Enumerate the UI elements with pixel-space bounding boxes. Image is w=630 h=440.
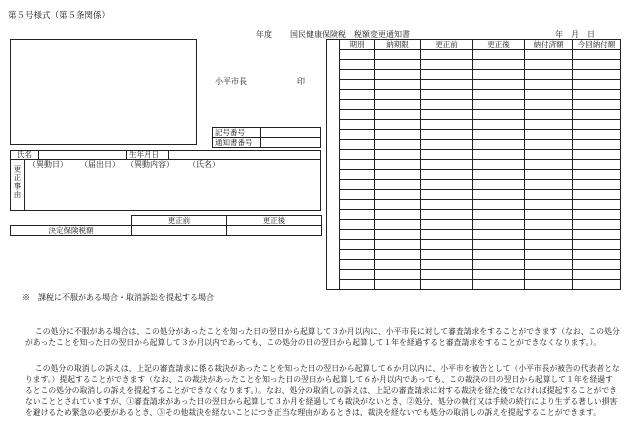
installments-cell bbox=[473, 160, 525, 170]
installments-cell bbox=[473, 140, 525, 150]
installments-cell bbox=[473, 60, 525, 70]
table-row bbox=[327, 50, 621, 60]
notice-heading: ※ 課税に不服がある場合・取消訴訟を提起する場合 bbox=[22, 293, 214, 302]
installments-cell bbox=[473, 110, 525, 120]
installments-cell bbox=[421, 190, 473, 200]
installments-cell bbox=[525, 170, 573, 180]
installments-cell bbox=[375, 110, 421, 120]
installments-cell bbox=[573, 150, 621, 160]
installments-cell bbox=[421, 80, 473, 90]
installments-cell bbox=[375, 60, 421, 70]
installments-cell bbox=[375, 50, 421, 60]
table-row bbox=[327, 200, 621, 210]
notice-paragraph-1: この処分に不服がある場合は、この処分があったことを知った日の翌日から起算して３か月以内に、小平市長に対して審査請求をすることができます（なお、この処分があったことを知った日の翌日から起算して３か月以内であっても、この処分の日の翌日から起算して１年を経過すると審査請求をすることができなくなります。）。 bbox=[25, 327, 620, 347]
installments-cell bbox=[473, 90, 525, 100]
installments-cell bbox=[573, 80, 621, 90]
mayor-label: 小平市長 bbox=[215, 77, 247, 86]
installments-cell bbox=[573, 230, 621, 240]
notice-paragraph-2: この処分の取消しの訴えは、上記の審査請求に係る裁決があったことを知った日の翌日から起算して６か月以内に、小平市を被告として（小平市長が被告の代表者となります。）提起することができます（なお、この裁決があったことを知った日の翌日から起算して６か月以内であっても、この裁決の日の翌日から起算して１年を経過するとこの処分の取消しの訴えを提起することができなくなります。）。なお、処分の取消しの訴えは、上記の審査請求に対する裁決を経た後でなければ提起することができないこととされていますが、①審査請求があった日の翌日から起算して３か月を経過しても裁決がないとき、②処分、処分の執行又は手続の続行により生ずる著しい損害を避けるため緊急の必要があるとき、③その他裁決を経ないことにつき正当な理由があるときは、裁決を経ないでも処分の取消しの訴えを提起することができます。 bbox=[25, 364, 620, 417]
installments-cell bbox=[421, 50, 473, 60]
field-report-date: （届出日） bbox=[80, 160, 120, 169]
notice-number-value bbox=[261, 138, 321, 148]
installments-cell bbox=[421, 210, 473, 220]
installments-cell bbox=[340, 220, 375, 230]
issue-date-label: 年 月 日 bbox=[555, 30, 595, 39]
installments-cell bbox=[525, 230, 573, 240]
installments-cell bbox=[525, 160, 573, 170]
installments-cell bbox=[421, 240, 473, 250]
installments-cell bbox=[340, 260, 375, 270]
symbol-number-value bbox=[261, 128, 321, 138]
installments-cell bbox=[421, 260, 473, 270]
installments-cell bbox=[525, 60, 573, 70]
installments-cell bbox=[573, 140, 621, 150]
installments-cell bbox=[473, 260, 525, 270]
installments-cell bbox=[573, 130, 621, 140]
installments-cell bbox=[573, 120, 621, 130]
installments-cell bbox=[375, 170, 421, 180]
installments-table bbox=[326, 39, 621, 290]
notice-number-label: 通知書番号 bbox=[213, 138, 261, 148]
installments-cell bbox=[473, 50, 525, 60]
summary-row-label: 決定保険税額 bbox=[11, 226, 132, 236]
installments-cell bbox=[525, 110, 573, 120]
installments-cell bbox=[421, 230, 473, 240]
installments-cell bbox=[573, 170, 621, 180]
table-row bbox=[327, 130, 621, 140]
installments-cell bbox=[375, 100, 421, 110]
installments-cell bbox=[573, 190, 621, 200]
summary-before-value bbox=[132, 226, 227, 236]
installments-cell bbox=[421, 160, 473, 170]
installments-cell bbox=[375, 180, 421, 190]
installments-cell bbox=[340, 60, 375, 70]
installments-cell bbox=[473, 200, 525, 210]
installments-cell bbox=[421, 270, 473, 280]
installments-cell bbox=[525, 80, 573, 90]
table-row bbox=[327, 160, 621, 170]
installments-header-0: 期別 bbox=[340, 40, 375, 50]
installments-cell bbox=[573, 50, 621, 60]
installments-cell bbox=[421, 120, 473, 130]
installments-cell bbox=[340, 230, 375, 240]
birth-label: 生年月日 bbox=[129, 150, 159, 159]
summary-table bbox=[10, 215, 322, 236]
installments-cell bbox=[340, 90, 375, 100]
installments-cell bbox=[421, 140, 473, 150]
installments-cell bbox=[375, 70, 421, 80]
table-row bbox=[327, 150, 621, 160]
seal-label: 印 bbox=[297, 77, 305, 86]
installments-cell bbox=[375, 190, 421, 200]
summary-before-header: 更正前 bbox=[132, 216, 227, 226]
installments-cell bbox=[375, 200, 421, 210]
installments-cell bbox=[525, 50, 573, 60]
symbol-number-label: 記号番号 bbox=[213, 128, 261, 138]
installments-cell bbox=[375, 210, 421, 220]
installments-header-3: 更正後 bbox=[473, 40, 525, 50]
installments-cell bbox=[421, 110, 473, 120]
table-row bbox=[327, 220, 621, 230]
installments-cell bbox=[340, 180, 375, 190]
installments-cell bbox=[473, 190, 525, 200]
installments-cell bbox=[473, 130, 525, 140]
installments-cell bbox=[573, 250, 621, 260]
installments-cell bbox=[421, 250, 473, 260]
field-move-content: （異動内容） bbox=[126, 160, 174, 169]
installments-cell bbox=[340, 200, 375, 210]
installments-cell bbox=[473, 240, 525, 250]
installments-cell bbox=[340, 160, 375, 170]
table-row bbox=[327, 170, 621, 180]
installments-cell bbox=[421, 220, 473, 230]
installments-cell bbox=[375, 280, 421, 290]
installments-cell bbox=[525, 130, 573, 140]
installments-header-4: 納付済額 bbox=[525, 40, 573, 50]
installments-cell bbox=[421, 200, 473, 210]
installments-cell bbox=[573, 270, 621, 280]
installments-cell bbox=[340, 270, 375, 280]
installments-cell bbox=[473, 70, 525, 80]
installments-cell bbox=[375, 270, 421, 280]
installments-cell bbox=[340, 170, 375, 180]
installments-cell bbox=[525, 250, 573, 260]
installments-cell bbox=[525, 180, 573, 190]
installments-cell bbox=[473, 100, 525, 110]
table-row bbox=[327, 120, 621, 130]
table-row bbox=[327, 230, 621, 240]
installments-header-5: 今回納付額 bbox=[573, 40, 621, 50]
table-row bbox=[327, 140, 621, 150]
form-number: 第５号様式（第５条関係） bbox=[8, 11, 111, 21]
installments-cell bbox=[573, 100, 621, 110]
installments-cell bbox=[525, 90, 573, 100]
table-row bbox=[327, 240, 621, 250]
installments-cell bbox=[340, 50, 375, 60]
installments-cell bbox=[573, 280, 621, 290]
table-row bbox=[327, 110, 621, 120]
installments-cell bbox=[525, 200, 573, 210]
installments-cell bbox=[340, 240, 375, 250]
installments-header-2: 更正前 bbox=[421, 40, 473, 50]
installments-cell bbox=[573, 180, 621, 190]
installments-cell bbox=[573, 70, 621, 80]
installments-cell bbox=[525, 240, 573, 250]
installments-cell bbox=[340, 130, 375, 140]
change-reason-divider bbox=[24, 159, 25, 211]
codes-table bbox=[212, 127, 321, 148]
installments-cell bbox=[473, 230, 525, 240]
installments-cell bbox=[473, 120, 525, 130]
installments-cell bbox=[473, 210, 525, 220]
installments-cell bbox=[573, 60, 621, 70]
installments-cell bbox=[375, 160, 421, 170]
installments-cell bbox=[375, 120, 421, 130]
summary-after-value bbox=[227, 226, 322, 236]
installments-cell bbox=[340, 250, 375, 260]
table-row bbox=[327, 260, 621, 270]
installments-cell bbox=[573, 220, 621, 230]
installments-header-row bbox=[327, 40, 621, 50]
installments-cell bbox=[525, 120, 573, 130]
installments-cell bbox=[573, 240, 621, 250]
installments-cell bbox=[525, 270, 573, 280]
table-row bbox=[327, 60, 621, 70]
installments-cell bbox=[375, 240, 421, 250]
installments-header-1: 納期限 bbox=[375, 40, 421, 50]
notice-title: 国民健康保険税 税額変更通知書 bbox=[290, 30, 410, 39]
installments-cell bbox=[473, 220, 525, 230]
installments-cell bbox=[340, 150, 375, 160]
installments-cell bbox=[421, 280, 473, 290]
installments-cell bbox=[375, 140, 421, 150]
installments-cell bbox=[473, 280, 525, 290]
installments-cell bbox=[573, 90, 621, 100]
table-row bbox=[327, 190, 621, 200]
installments-cell bbox=[340, 110, 375, 120]
installments-cell bbox=[375, 220, 421, 230]
installments-cell bbox=[340, 280, 375, 290]
field-move-date: （異動日） bbox=[28, 160, 68, 169]
installments-cell bbox=[473, 170, 525, 180]
year-label: 年度 bbox=[256, 30, 272, 39]
table-row bbox=[327, 280, 621, 290]
installments-cell bbox=[473, 180, 525, 190]
installments-cell bbox=[375, 150, 421, 160]
installments-cell bbox=[340, 140, 375, 150]
installments-cell bbox=[421, 180, 473, 190]
summary-after-header: 更正後 bbox=[227, 216, 322, 226]
installments-cell bbox=[421, 170, 473, 180]
installments-cell bbox=[525, 150, 573, 160]
installments-cell bbox=[473, 250, 525, 260]
table-row bbox=[327, 70, 621, 80]
table-row bbox=[327, 180, 621, 190]
installments-cell bbox=[573, 210, 621, 220]
change-reason-label: 更正事由 bbox=[13, 165, 22, 199]
installments-cell bbox=[473, 270, 525, 280]
installments-cell bbox=[375, 130, 421, 140]
installments-cell bbox=[340, 70, 375, 80]
installments-cell bbox=[375, 250, 421, 260]
installments-cell bbox=[525, 190, 573, 200]
installments-cell bbox=[375, 260, 421, 270]
installments-cell bbox=[525, 280, 573, 290]
installments-cell bbox=[375, 90, 421, 100]
table-row bbox=[327, 100, 621, 110]
installments-cell bbox=[573, 160, 621, 170]
installments-cell bbox=[375, 230, 421, 240]
installments-cell bbox=[421, 60, 473, 70]
installments-cell bbox=[525, 220, 573, 230]
address-box bbox=[10, 39, 197, 145]
installments-cell bbox=[340, 80, 375, 90]
installments-spine-cell bbox=[327, 40, 340, 290]
installments-cell bbox=[421, 130, 473, 140]
installments-cell bbox=[573, 200, 621, 210]
installments-cell bbox=[525, 140, 573, 150]
installments-cell bbox=[340, 190, 375, 200]
field-name: （氏名） bbox=[188, 160, 220, 169]
installments-cell bbox=[525, 70, 573, 80]
name-label: 氏名 bbox=[17, 150, 32, 159]
installments-cell bbox=[573, 260, 621, 270]
table-row bbox=[327, 210, 621, 220]
table-row bbox=[327, 90, 621, 100]
installments-cell bbox=[573, 110, 621, 120]
installments-cell bbox=[421, 90, 473, 100]
summary-blank bbox=[11, 216, 132, 226]
installments-cell bbox=[473, 150, 525, 160]
installments-cell bbox=[375, 80, 421, 90]
installments-cell bbox=[421, 150, 473, 160]
installments-cell bbox=[340, 120, 375, 130]
installments-cell bbox=[473, 80, 525, 90]
table-row bbox=[327, 270, 621, 280]
table-row bbox=[327, 250, 621, 260]
installments-cell bbox=[525, 210, 573, 220]
installments-cell bbox=[421, 70, 473, 80]
table-row bbox=[327, 80, 621, 90]
installments-cell bbox=[421, 100, 473, 110]
installments-cell bbox=[525, 100, 573, 110]
installments-cell bbox=[340, 100, 375, 110]
installments-cell bbox=[525, 260, 573, 270]
installments-cell bbox=[340, 210, 375, 220]
